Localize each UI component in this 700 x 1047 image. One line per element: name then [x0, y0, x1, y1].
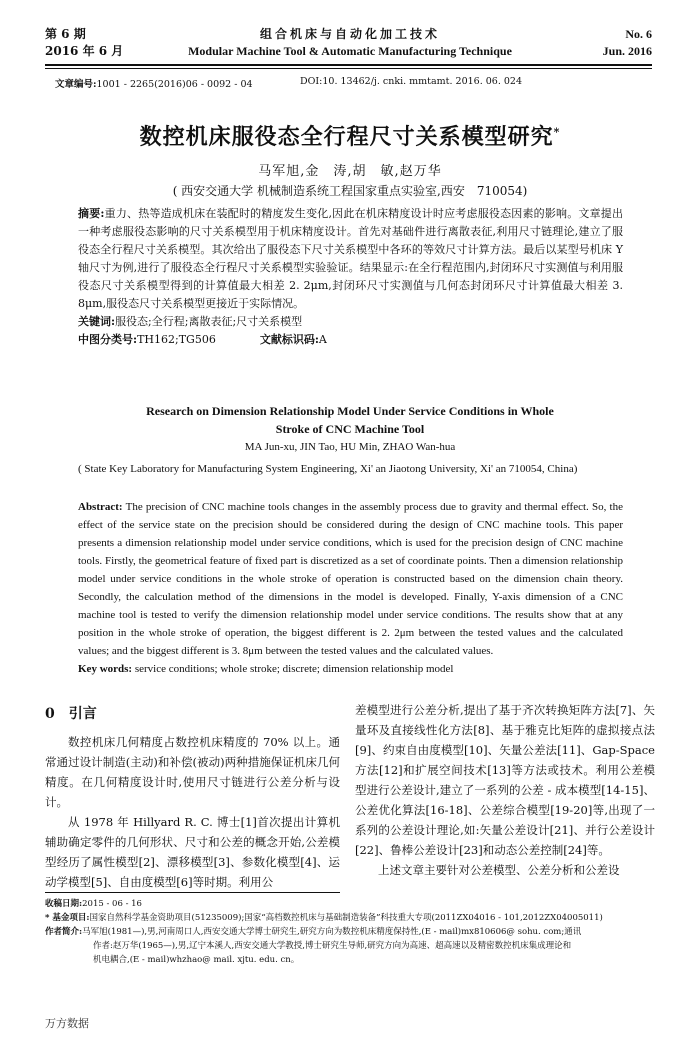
clc-label: 中图分类号:	[78, 333, 138, 346]
header-center	[180, 26, 520, 60]
title-text: 数控机床服役态全行程尺寸关系模型研究	[139, 124, 554, 150]
keywords-en-label: Key words:	[78, 663, 133, 675]
article-id-value: 1001 - 2265(2016)06 - 0092 - 04	[96, 79, 253, 90]
abstract-en-block	[78, 498, 623, 678]
header-rule-thin	[45, 68, 652, 69]
authors-en: MA Jun-xu, JIN Tao, HU Min, ZHAO Wan-hua	[244, 441, 456, 453]
body-paragraph: 差模型进行公差分析,提出了基于齐次转换矩阵方法[7]、矢量环及直接线性化方法[8]、基于雅克比矩阵的虚拟接点法[9]、约束自由度模型[10]、矢量公差法[11]、Gap-Space 方法[12]和扩展空间技术[13]等方法或技术。利用公差模型进行公差设计,建立了一系列的公差 - 成本模型[14-15]、公差优化算法[16-18]、公差综合模型[19-20]等,出现了一系列的公差设计理论,如:矢量公差设计[21]、并行公差设计[22]、鲁棒公差设计[23]和动态公差控制[24]等。	[355, 703, 655, 857]
section-title: 引言	[68, 706, 97, 722]
title-footnote-mark: *	[553, 125, 561, 139]
date-en: Jun. 2016	[602, 44, 652, 58]
watermark: 万方数据	[45, 1017, 89, 1030]
keywords-cn	[78, 313, 623, 331]
received-label: 收稿日期:	[45, 899, 83, 909]
body-paragraph: 从 1978 年 Hillyard R. C. 博士[1]首次提出计算机辅助确定零件的几何形状、尺寸和公差的概念开始,公差模型经历了属性模型[2]、漂移模型[3]、参数化模型[4]、运动学模型[5]、自由度模型[6]等时期。利用公	[45, 815, 340, 889]
body-column-right	[355, 700, 655, 880]
abstract-en-text: The precision of CNC machine tools changes in the assembly process due to gravity and thermal effect. So, the effect of the service state on the precision should be considered during the design of CNC machine tools. This paper presents a dimension relationship model under service conditions, which is used for the precision design of CNC machine tools. Firstly, the geometrical feature of fixed part is discretized as a set of coordinate points. Then a dimension relationship model under service conditions in the whole stroke of operation is constructed based on the dimension chain theory. Secondly, the calculation method of the dimensions in the model is developed. Finally, Y-axis dimension of a CNC machine tool is tested to verify the dimension relationship model under service conditions. The results show that at any position in the whole stroke of operation, the biggest different is 2. 2μm between the tested values and the calculated values; and the biggest different is 3. 8μm between the tested values and the calculated values.	[78, 501, 623, 657]
abstract-cn-block	[78, 205, 623, 349]
issue-en: No. 6	[625, 27, 652, 41]
abstract-cn-text: 重力、热等造成机床在装配时的精度发生变化,因此在机床精度设计时应考虑服役态因素的影响。文章提出一种考虑服役态影响的尺寸关系模型用于机床精度设计。首先对基础件进行离散表征,利用尺寸链理论,建立了服役态全行程尺寸关系模型。其次给出了服役态下尺寸关系模型中各环的等效尺寸计算方法。最后以某型号机床 Y 轴尺寸为例,进行了服役态全行程尺寸关系模型实验验证。结果显示:在全行程范围内,封闭环尺寸实测值与利用服役态尺寸关系模型得到的计算值最大相差 2. 2μm,封闭环尺寸实测值与几何态封闭环尺寸计算值最大相差 3. 8μm,服役态尺寸关系模型更接近于实际情况。	[78, 207, 623, 310]
header-rule	[45, 64, 652, 66]
abstract-cn	[78, 205, 623, 313]
author-info-line: 马军旭(1981—),男,河南周口人,西安交通大学博士研究生,研究方向为数控机床精度保持性,(E - mail)mx810606@ sohu. com;通讯	[82, 927, 582, 937]
header-left	[45, 26, 123, 60]
keywords-cn-text: 服役态;全行程;离散表征;尺寸关系模型	[115, 315, 303, 328]
received-value: 2015 - 06 - 16	[82, 899, 142, 909]
doc-code-label: 文献标识码:	[259, 333, 319, 346]
abstract-en-label: Abstract:	[78, 501, 123, 513]
fund-info	[45, 911, 657, 925]
author-info-line: 作者:赵万华(1965—),男,辽宁本溪人,西安交通大学教授,博士研究生导师,研究方向为高速、超高速以及精密数控机床集成理论和	[93, 941, 572, 951]
date-cn: 2016 年 6 月	[45, 44, 124, 58]
title-en-text: Research on Dimension Relationship Model Under Service Conditions in Whole Stroke of CNC Machine Tool	[146, 404, 554, 436]
doc-code-value: A	[318, 333, 327, 346]
received-date	[45, 897, 657, 911]
keywords-en	[78, 660, 623, 678]
affiliation-en: ( State Key Laboratory for Manufacturing System Engineering, Xi' an Jiaotong University, Xi' an 710054, China)	[78, 463, 578, 475]
keywords-en-text: service conditions; whole stroke; discrete; dimension relationship model	[132, 663, 454, 675]
author-info	[45, 925, 657, 939]
fund-text: 国家自然科学基金资助项目(51235009);国家“高档数控机床与基础制造装备”科技重大专项(2011ZX04016 - 101,2012ZX04005011)	[89, 913, 603, 923]
paper-title-en	[0, 402, 700, 438]
authors-cn: 马军旭,金 涛,胡 敏,赵万华	[258, 164, 442, 179]
body-paragraph: 数控机床几何精度占数控机床精度的 70% 以上。通常通过设计制造(主动)和补偿(被动)两种措施保证机床几何精度。在几何精度设计时,使用尺寸链进行公差分析与设计。	[45, 735, 340, 809]
abstract-cn-label: 摘要:	[78, 207, 105, 220]
body-paragraph: 上述文章主要针对公差模型、公差分析和公差设	[378, 863, 620, 877]
article-id	[55, 76, 253, 90]
section-number: 0	[45, 706, 55, 722]
clc-value: TH162;TG506	[137, 333, 216, 346]
keywords-cn-label: 关键词:	[78, 315, 116, 328]
journal-cn: 组合机床与自动化加工技术	[259, 27, 440, 41]
body-column-left	[45, 704, 340, 892]
article-id-label: 文章编号:	[55, 79, 97, 90]
affiliation-cn: ( 西安交通大学 机械制造系统工程国家重点实验室,西安 710054)	[172, 184, 528, 198]
section-heading	[45, 704, 340, 724]
fund-label: * 基金项目:	[45, 913, 90, 923]
journal-en: Modular Machine Tool & Automatic Manufacturing Technique	[188, 44, 512, 58]
classification	[78, 331, 623, 349]
author-info-line: 机电耦合,(E - mail)whzhao@ mail. xjtu. edu. cn。	[93, 955, 300, 965]
issue-cn: 第 6 期	[45, 27, 86, 41]
doi: DOI:10. 13462/j. cnki. mmtamt. 2016. 06. 024	[300, 76, 523, 87]
footnote-rule	[45, 892, 340, 893]
abstract-en	[78, 498, 623, 660]
paper-title-cn	[0, 120, 700, 151]
author-info-label: 作者简介:	[45, 927, 83, 937]
footnotes	[45, 897, 657, 967]
header-right	[603, 26, 652, 60]
